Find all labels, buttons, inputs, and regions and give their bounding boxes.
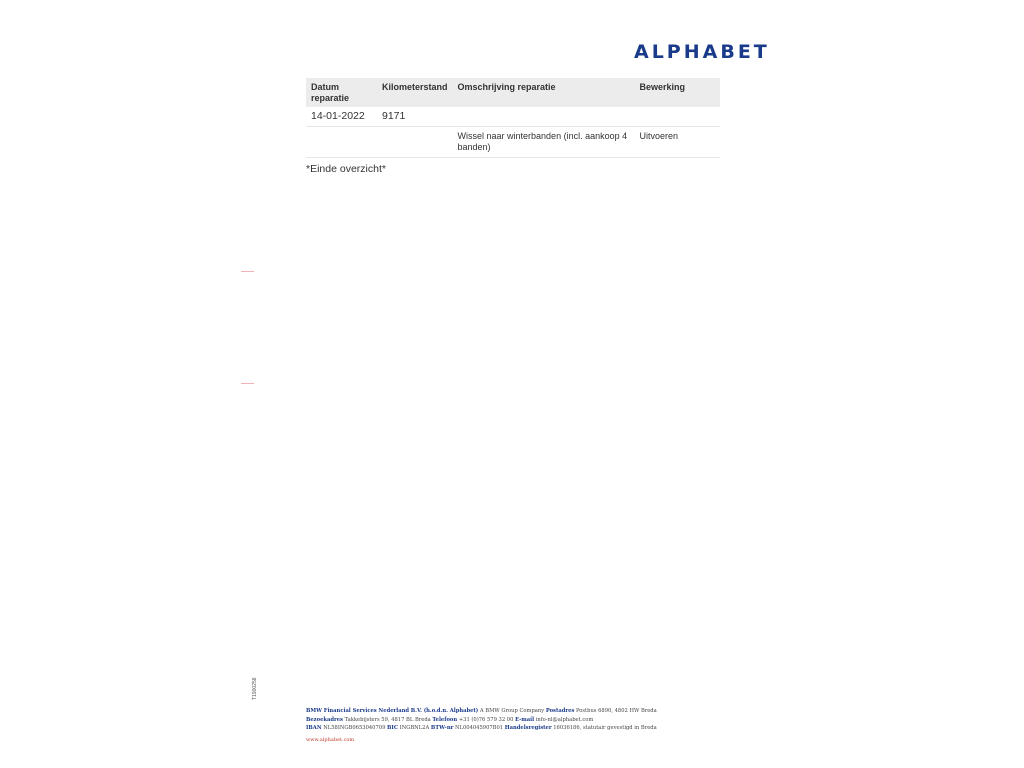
cell-desc: Wissel naar winterbanden (incl. aankoop 4 banden) <box>453 127 635 158</box>
cell-date <box>306 127 377 158</box>
end-note: *Einde overzicht* <box>306 163 386 175</box>
postadres-label: Postadres <box>545 708 575 714</box>
btw-label: BTW-nr <box>430 725 454 731</box>
footer <box>306 707 686 733</box>
cell-action <box>635 107 720 127</box>
email-label: E-mail <box>515 716 535 723</box>
bezoekadres-value: Takkebijsters 59, 4817 BL Breda <box>344 716 431 723</box>
table-row <box>306 127 720 158</box>
table-header-row <box>306 78 720 107</box>
header-date: Datum reparatie <box>306 78 377 107</box>
fold-mark <box>241 383 254 384</box>
cell-date: 14-01-2022 <box>306 107 377 127</box>
cell-km: 9171 <box>377 107 453 127</box>
iban-value: NL58INGB0653040709 <box>323 725 386 731</box>
cell-km <box>377 127 453 158</box>
bezoekadres-label: Bezoekadres <box>306 716 343 723</box>
website-link[interactable]: www.alphabet.com <box>306 737 355 743</box>
company-suffix: A BMW Group Company <box>479 708 545 714</box>
email-value: info-nl@alphabet.com <box>535 716 594 723</box>
company-label: BMW Financial Services Nederland B.V. (h.o.d.n. Alphabet) <box>306 708 479 714</box>
handelsregister-value: 16036186, statutair gevestigd in Breda <box>553 725 657 731</box>
iban-label: IBAN <box>306 725 322 731</box>
cell-action: Uitvoeren <box>635 127 720 158</box>
bic-value: INGBNL2A <box>399 725 430 731</box>
bic-label: BIC <box>387 725 398 731</box>
telefoon-value: +31 (0)76 579 32 00 <box>458 716 514 723</box>
telefoon-label: Telefoon <box>432 716 458 723</box>
document-code: T1900258 <box>252 677 258 700</box>
cell-desc <box>453 107 635 127</box>
header-km: Kilometerstand <box>377 78 453 107</box>
handelsregister-label: Handelsregister <box>504 725 552 731</box>
btw-value: NL004045907B01 <box>454 725 504 731</box>
repair-table <box>306 78 720 158</box>
postadres-value: Postbus 6890, 4802 HW Breda <box>575 708 657 714</box>
table-row <box>306 107 720 127</box>
header-action: Bewerking <box>635 78 720 107</box>
header-desc: Omschrijving reparatie <box>453 78 635 107</box>
alphabet-logo: ALPHABET <box>634 41 770 63</box>
fold-mark <box>241 271 254 272</box>
